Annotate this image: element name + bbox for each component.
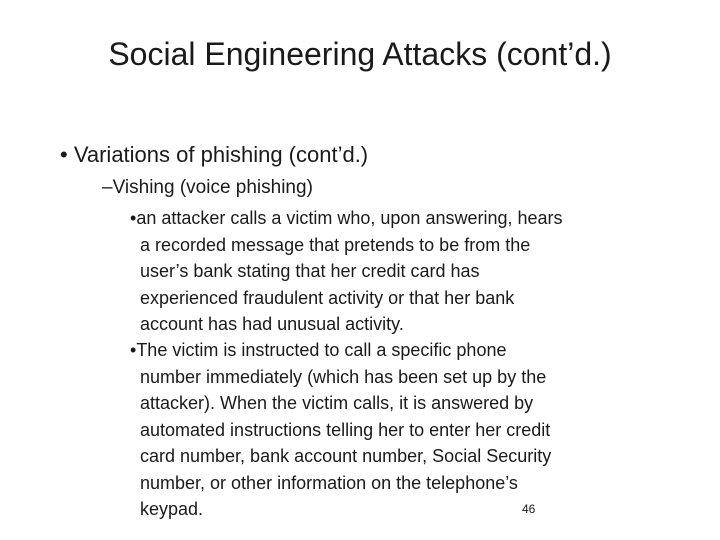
paragraph-line: experienced fraudulent activity or that her bank xyxy=(140,287,515,308)
paragraph-line: number immediately (which has been set up by the xyxy=(140,366,547,387)
sub-sub-bullet-attacker-calls xyxy=(130,205,563,338)
paragraph-line: account has had unusual activity. xyxy=(140,314,404,334)
paragraph-line: •an attacker calls a victim who, upon answering, hears xyxy=(130,208,563,228)
paragraph-line: keypad. xyxy=(140,499,204,519)
bullet-marker: • xyxy=(130,340,137,360)
paragraph-line: card number, bank account number, Social Security xyxy=(140,446,552,466)
sub-sub-bullet-victim-instructed xyxy=(130,337,551,523)
sub-bullet-text: Vishing (voice phishing) xyxy=(112,177,313,198)
dash-marker: – xyxy=(102,177,113,198)
bullet-text: Variations of phishing (cont’d.) xyxy=(73,142,369,167)
paragraph-line: number, or other information on the telephone’s xyxy=(140,472,518,493)
paragraph-line: attacker). When the victim calls, it is answered by xyxy=(140,393,534,413)
bullet-variations-of-phishing xyxy=(60,140,368,170)
bullet-marker: • xyxy=(60,142,68,167)
paragraph-line: user’s bank stating that her credit card has xyxy=(140,261,480,281)
paragraph-line: automated instructions telling her to enter her credit xyxy=(140,419,551,440)
sub-bullet-vishing xyxy=(102,174,313,202)
paragraph-line: •The victim is instructed to call a specific phone xyxy=(130,340,507,360)
paragraph-line: a recorded message that pretends to be from the xyxy=(140,234,531,255)
slide-title: Social Engineering Attacks (cont’d.) xyxy=(108,36,612,72)
bullet-marker: • xyxy=(130,208,137,228)
page-number: 46 xyxy=(522,502,536,516)
